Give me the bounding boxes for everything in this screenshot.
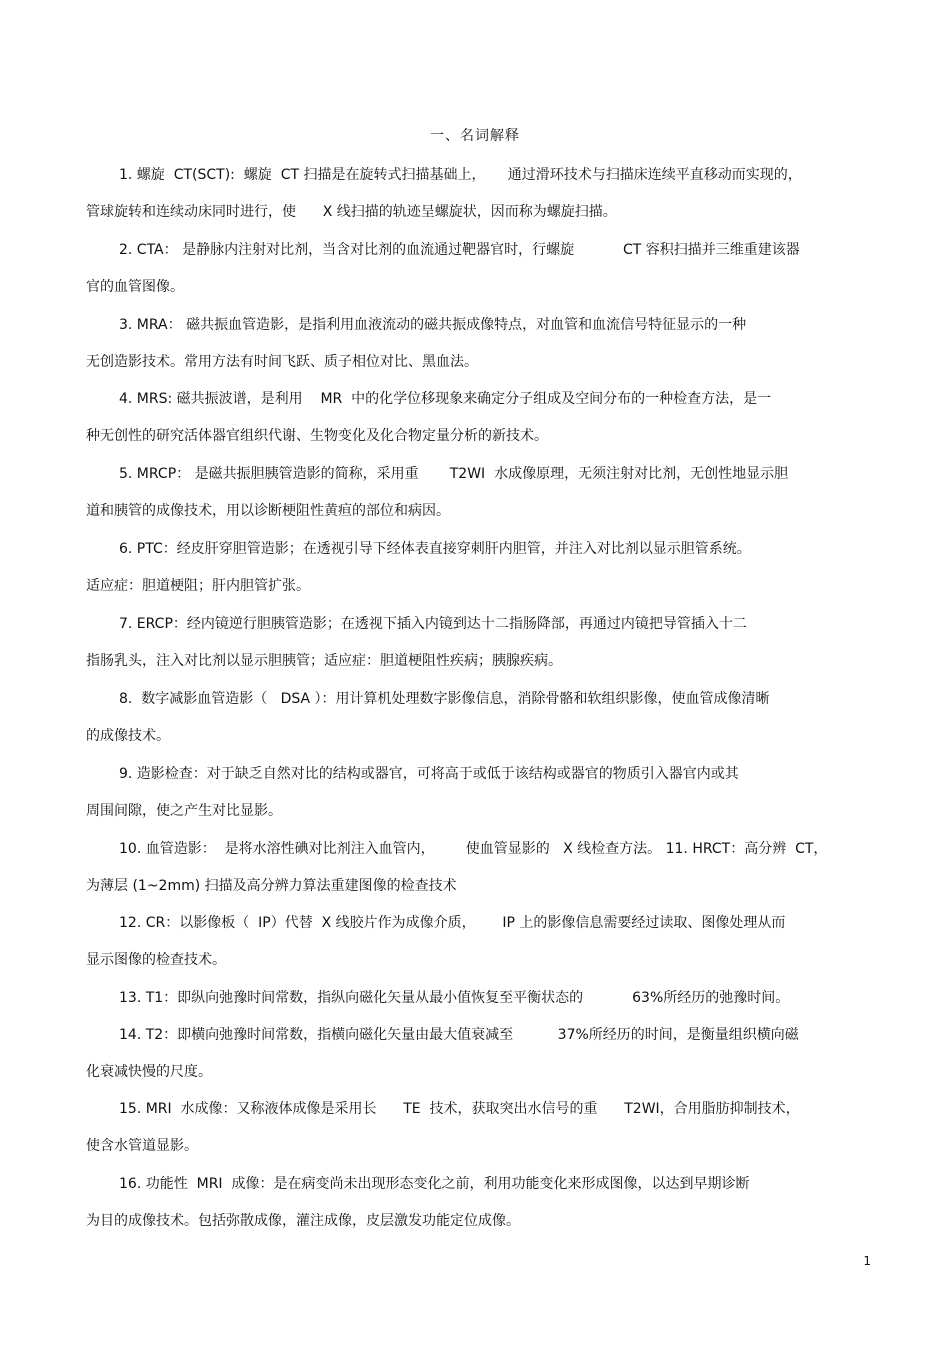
entry-line: 12. CR：以影像板（ IP）代替 X 线胶片作为成像介质， IP 上的影像信息需要经过读取、图像处理从而 [119,915,786,931]
definition-entry [86,1025,876,1082]
definition-entry [86,315,876,372]
entry-line: 14. T2：即横向弛豫时间常数，指横向磁化矢量由最大值衰减至 37%所经历的时间，是衡量组织横向磁 [119,1027,799,1043]
entry-line: 15. MRI 水成像：又称液体成像是采用长 TE 技术，获取突出水信号的重 T2WI，合用脂肪抑制技术， [119,1101,800,1117]
entry-line: 10. 血管造影： 是将水溶性碘对比剂注入血管内， 使血管显影的 X 线检查方法。 11. HRCT：高分辨 CT， [119,841,828,857]
entry-line: 9. 造影检查：对于缺乏自然对比的结构或器官，可将高于或低于该结构或器官的物质引入器官内或其 [119,766,739,782]
section-title: 一、名词解释 [430,128,520,144]
entry-line: 使含水管道显影。 [86,1138,198,1154]
entry-line: 指肠乳头，注入对比剂以显示胆胰管；适应症：胆道梗阻性疾病；胰腺疾病。 [86,653,562,669]
entry-line: 化衰减快慢的尺度。 [86,1064,212,1080]
entry-line: 1. 螺旋 CT(SCT): 螺旋 CT 扫描是在旋转式扫描基础上， 通过滑环技术与扫描床连续平直移动而实现的， [119,167,802,183]
entry-line: 官的血管图像。 [86,279,184,295]
definition-entry [86,464,876,521]
definition-entry [86,839,876,896]
definition-entry [86,240,876,297]
definition-entry [86,988,876,1008]
entry-line: 5. MRCP： 是磁共振胆胰管造影的简称，采用重 T2WI 水成像原理，无须注射对比剂，无创性地显示胆 [119,466,789,482]
entry-line: 16. 功能性 MRI 成像：是在病变尚未出现形态变化之前，利用功能变化来形成图像，以达到早期诊断 [119,1176,750,1192]
definition-entry [86,913,876,970]
definition-entry [86,614,876,671]
page-number: 1 [863,1254,871,1268]
entry-line: 周围间隙，使之产生对比显影。 [86,803,282,819]
entry-line: 7. ERCP：经内镜逆行胆胰管造影；在透视下插入内镜到达十二指肠降部，再通过内镜把导管插入十二 [119,616,747,632]
definition-entry [86,689,876,746]
entry-line: 适应症：胆道梗阻；肝内胆管扩张。 [86,578,310,594]
entry-line: 为薄层 (1~2mm) 扫描及高分辨力算法重建图像的检查技术 [86,878,457,894]
definition-entry [86,165,876,222]
entry-line: 13. T1：即纵向弛豫时间常数，指纵向磁化矢量从最小值恢复至平衡状态的 63%所经历的弛豫时间。 [119,990,790,1006]
entry-line: 无创造影技术。常用方法有时间飞跃、质子相位对比、黑血法。 [86,354,478,370]
entry-line: 6. PTC：经皮肝穿胆管造影；在透视引导下经体表直接穿刺肝内胆管，并注入对比剂以显示胆管系统。 [119,541,751,557]
entry-line: 道和胰管的成像技术，用以诊断梗阻性黄疸的部位和病因。 [86,503,450,519]
entry-line: 显示图像的检查技术。 [86,952,226,968]
entry-line: 8. 数字减影血管造影（ DSA ）：用计算机处理数字影像信息，消除骨骼和软组织影像，使血管成像清晰 [119,691,770,707]
entry-line: 为目的成像技术。包括弥散成像，灌注成像，皮层激发功能定位成像。 [86,1213,520,1229]
entry-line: 管球旋转和连续动床同时进行，使 X 线扫描的轨迹呈螺旋状，因而称为螺旋扫描。 [86,204,617,220]
entry-line: 4. MRS: 磁共振波谱，是利用 MR 中的化学位移现象来确定分子组成及空间分布的一种检查方法，是一 [119,391,772,407]
definition-entry [86,539,876,596]
definition-entry [86,389,876,446]
entry-line: 的成像技术。 [86,728,170,744]
entry-line: 种无创性的研究活体器官组织代谢、生物变化及化合物定量分析的新技术。 [86,428,548,444]
definition-entry [86,1099,876,1156]
entry-line: 3. MRA： 磁共振血管造影，是指利用血液流动的磁共振成像特点，对血管和血流信号特征显示的一种 [119,317,747,333]
definition-entry [86,764,876,821]
definition-entry [86,1174,876,1231]
entry-line: 2. CTA： 是静脉内注射对比剂，当含对比剂的血流通过靶器官时，行螺旋 CT 容积扫描并三维重建该器 [119,242,800,258]
